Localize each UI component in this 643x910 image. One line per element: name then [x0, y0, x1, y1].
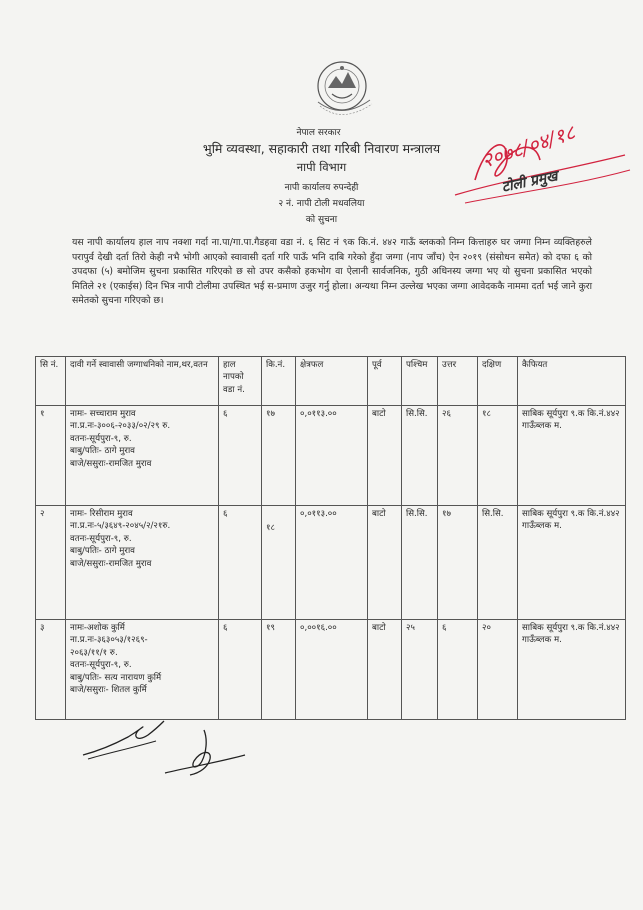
header-sn: सि नं. — [36, 357, 66, 406]
signature-2-icon — [160, 725, 250, 780]
cell-south: १८ — [478, 406, 518, 506]
cell-kitta: १७ — [262, 406, 296, 506]
claims-table — [35, 356, 626, 720]
cell-west: सि.सि. — [402, 406, 438, 506]
survey-team-name: २ नं. नापी टोली मधवलिया — [278, 199, 365, 209]
cell-ward: ६ — [219, 406, 262, 506]
claimant-line: बाबु/पतिः- ठागे मुराव — [70, 446, 135, 457]
stamp-team-label: टोली प्रमुख — [500, 168, 559, 196]
header-south: दक्षिण — [478, 357, 518, 406]
table-row — [36, 620, 626, 720]
claimant-line: वतनः-सूर्यपुरा-९, रु. — [70, 533, 132, 544]
claimant-line: नामः- रिसीराम मुराव — [70, 509, 133, 519]
header-kitta: कि.नं. — [262, 357, 296, 406]
cell-remarks: साबिक सूर्यपुरा ९.क कि.नं.४४२ गाऊँब्लक म. — [518, 620, 626, 720]
cell-sn: ३ — [36, 620, 66, 720]
cell-area: ०,०११३.०० — [296, 506, 368, 620]
nepal-government-emblem-icon — [300, 58, 390, 128]
header-west: पश्चिम — [402, 357, 438, 406]
header-area: क्षेत्रफल — [296, 357, 368, 406]
table-row — [36, 406, 626, 506]
claimant-line: नामः- सच्चाराम मुराव — [70, 409, 136, 419]
cell-area: ०,०११३.०० — [296, 406, 368, 506]
cell-kitta: १८ — [262, 506, 296, 620]
cell-remarks: साबिक सूर्यपुरा ९.क कि.नं.४४२ गाऊँब्लक म. — [518, 506, 626, 620]
header-claimant: दावी गर्ने स्वावासी जग्गाधनिको नाम,थर,वतन — [66, 357, 219, 406]
department-name: नापी विभाग — [296, 160, 347, 174]
cell-north: १७ — [438, 506, 478, 620]
cell-west: २५ — [402, 620, 438, 720]
table-row — [36, 506, 626, 620]
cell-east: बाटो — [368, 620, 402, 720]
claimant-line: बाजे/ससुराः- शितल कुर्मि — [70, 685, 147, 696]
claimant-line: वतनः-सूर्यपुरा-९, रु. — [70, 660, 132, 671]
claimant-line: ना.प्र.नः-३६३०५३/१२६९- — [70, 635, 148, 646]
cell-area: ०,००१६.०० — [296, 620, 368, 720]
cell-kitta: १९ — [262, 620, 296, 720]
claimant-line: ना.प्र.नः-५/३६४९-२०४५/२/२१रु. — [70, 521, 171, 532]
cell-south: सि.सि. — [478, 506, 518, 620]
cell-east: बाटो — [368, 406, 402, 506]
cell-claimant — [66, 620, 219, 720]
cell-east: बाटो — [368, 506, 402, 620]
header-ward: हाल नापको वडा नं. — [219, 357, 262, 406]
claimant-line: नामः-अशोक कुर्मि — [70, 623, 125, 633]
notice-title: को सुचना — [305, 215, 338, 225]
cell-ward: ६ — [219, 620, 262, 720]
header-north: उत्तर — [438, 357, 478, 406]
cell-claimant — [66, 506, 219, 620]
cell-sn: १ — [36, 406, 66, 506]
cell-south: २० — [478, 620, 518, 720]
cell-north: २६ — [438, 406, 478, 506]
table-header-row — [36, 357, 626, 406]
claimant-line: ना.प्र.नः-३००६-२०३३/०२/२९ रु. — [70, 421, 171, 432]
signature-1-icon — [78, 715, 168, 763]
claimant-line: बाजे/ससुराः-रामजित मुराव — [70, 558, 152, 569]
stamp-date: २०७८/०४/१८ — [478, 120, 578, 173]
header-east: पूर्व — [368, 357, 402, 406]
claimant-line: बाबु/पतिः- ठागे मुराव — [70, 546, 135, 557]
cell-ward: ६ — [219, 506, 262, 620]
notice-body-text: यस नापी कार्यालय हाल नाप नक्शा गर्दा ना.पा/गा.पा.गैडहवा वडा नं. ६ सिट नं ९क कि.नं. ४४२ गाऊँ ब्लकको निम्न कित्ताहरु घर जग्गा निम्न व्यक्तिहरुले परापुर्व देखी दर्ता तिरो केही नभै भोगी आएको स्वावासी दर्ता गरि पाऊँ भनि दाबि गरेको हुँदा जग्गा (नाप जाँच) ऐन २०१९ (संसोधन समेत) को दफा ६ को उपदफा (५) बमोजिम सुचना प्रकासित गरिएको छ सो उपर कसैको हकभोग वा ऐलानी सार्वजनिक, गुठी अधिनस्य जग्गा भए यो सुचना प्रकासित भएको मितिले २१ (एकाईस) दिन भित्र नापी टोलीमा उपस्थित भई स-प्रमाण उजुर गर्नु होला। अन्यथा निम्न उल्लेख भएका जग्गा आवेदककै नाममा दर्ता भई जाने कुरा समेतको सुचना गरिएको छ। — [72, 237, 592, 307]
claimant-line: बाबु/पतिः- सत्य नारायण कुर्मि — [70, 672, 162, 683]
claimant-line: २०६३/११/१ रु. — [70, 647, 118, 658]
ministry-name: भुमि व्यवस्था, सहाकारी तथा गरिबी निवारण मन्त्रालय — [202, 141, 441, 156]
cell-north: ६ — [438, 620, 478, 720]
government-name: नेपाल सरकार — [296, 128, 341, 138]
cell-sn: २ — [36, 506, 66, 620]
cell-remarks: साबिक सूर्यपुरा ९.क कि.नं.४४२ गाऊँब्लक म. — [518, 406, 626, 506]
claimant-line: बाजे/ससुराः-रामजित मुराव — [70, 458, 152, 469]
claimant-line: वतनः-सूर्यपुरा-९, रु. — [70, 433, 132, 444]
header-remarks: कैफियत — [518, 357, 626, 406]
office-name: नापी कार्यालय रुपन्देही — [284, 183, 359, 193]
cell-west: सि.सि. — [402, 506, 438, 620]
cell-claimant — [66, 406, 219, 506]
